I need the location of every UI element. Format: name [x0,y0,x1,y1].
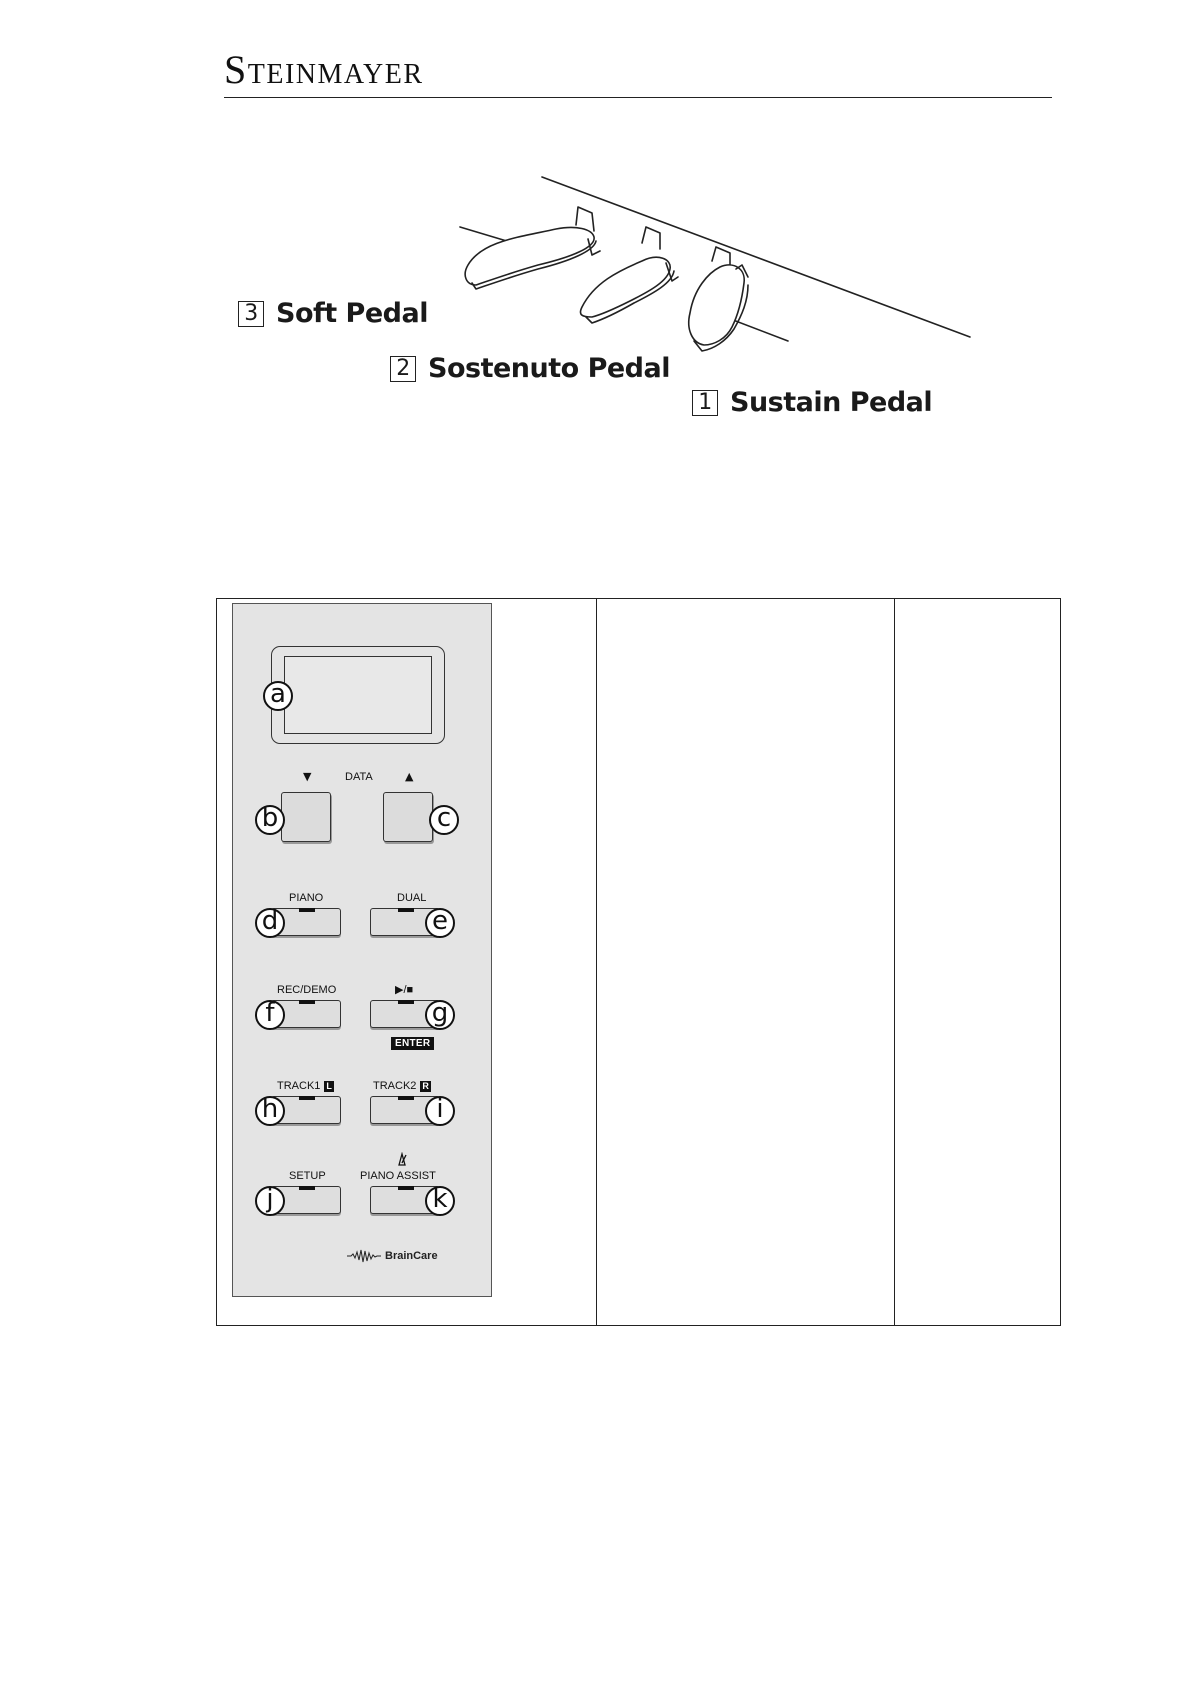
lcd-frame [271,646,445,744]
piano-assist-label: PIANO ASSIST [360,1170,436,1182]
sustain-pedal-label [692,387,932,418]
callout-g: g [425,1000,455,1030]
callout-k: k [425,1186,455,1216]
soft-pedal-label [238,298,428,329]
play-stop-icon: ▶/■ [395,984,414,996]
sostenuto-pedal-label [390,353,670,384]
track1-led [299,1096,315,1100]
sustain-pedal-shape [689,247,748,351]
braincare-text: BrainCare [385,1250,438,1262]
callout-j: j [255,1186,285,1216]
callout-c: c [429,805,459,835]
enter-tag: ENTER [391,1037,434,1050]
soft-pedal-shape [465,207,600,289]
lcd-display [284,656,432,734]
track2-badge: R [422,1080,429,1091]
callout-e: e [425,908,455,938]
track2-led [398,1096,414,1100]
data-label: DATA [345,771,373,783]
setup-led [299,1186,315,1190]
pedal-box-line [542,177,970,337]
dual-led [398,908,414,912]
callout-b: b [255,805,285,835]
waveform-icon [347,1248,381,1264]
play-stop-led [398,1000,414,1004]
pedal-number-2: 2 [390,356,416,382]
piano-label: PIANO [289,892,324,904]
track1-label: TRACK1 L [277,1080,332,1092]
rec-demo-led [299,1000,315,1004]
data-up-arrow-icon: ▲ [405,770,414,783]
data-down-button[interactable] [281,792,331,842]
track2-label: TRACK2 R [373,1080,429,1092]
dual-label: DUAL [397,892,427,904]
pedal-number-3: 3 [238,301,264,327]
rec-demo-label: REC/DEMO [277,984,337,996]
pedal-figure [220,165,980,435]
soft-pedal-text: Soft Pedal [276,298,428,329]
pedal-number-1: 1 [692,390,718,416]
callout-a: a [263,681,293,711]
callout-f: f [255,1000,285,1030]
data-down-arrow-icon: ▼ [303,770,312,783]
callout-h: h [255,1096,285,1126]
data-up-button[interactable] [383,792,433,842]
brand-logo: Steinmayer [224,47,424,92]
callout-d: d [255,908,285,938]
metronome-icon [395,1152,409,1166]
sostenuto-pedal-text: Sostenuto Pedal [428,353,670,384]
table-column-divider [894,599,895,1325]
track1-badge: L [326,1080,332,1091]
panel-table [216,598,1061,1326]
setup-label: SETUP [289,1170,326,1182]
braincare-logo [347,1248,438,1264]
control-panel [232,603,492,1297]
header-rule [224,97,1052,98]
table-column-divider [596,599,597,1325]
piano-assist-led [398,1186,414,1190]
piano-led [299,908,315,912]
sustain-pedal-text: Sustain Pedal [730,387,933,418]
callout-i: i [425,1096,455,1126]
